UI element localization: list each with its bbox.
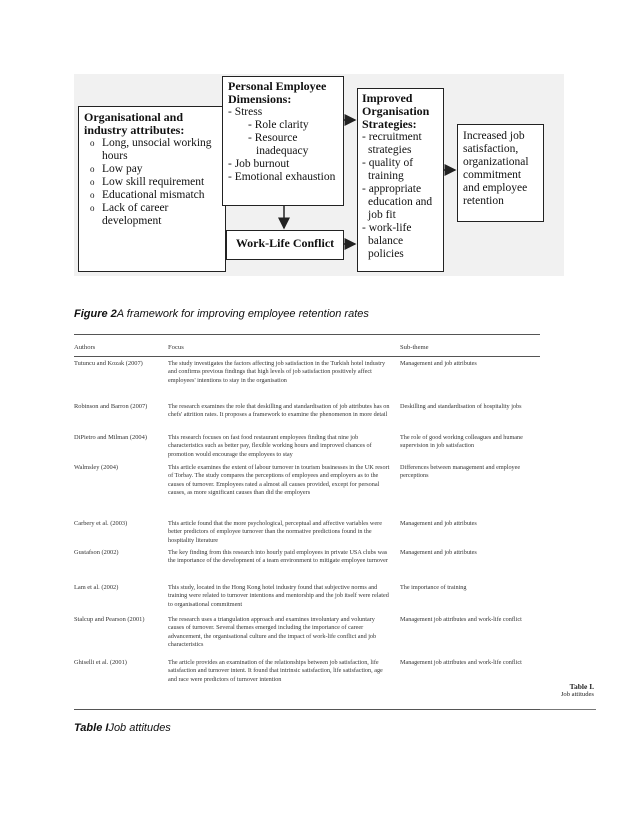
org-item: o Long, unsocial working hours (90, 137, 212, 162)
row-author: Lam et al. (2002) (74, 584, 119, 591)
table-caption-text: Job attitudes (108, 722, 171, 734)
row-author: Carbery et al. (2003) (74, 520, 128, 527)
table-header-rule (74, 356, 540, 357)
row-focus: The key finding from this research into hourly paid employees in private USA clubs was the importance of the development of a team environment to mitigate employee turnover (168, 549, 388, 565)
ios-item: - appropriate education and job fit (362, 183, 433, 221)
row-focus: This article found that the more psychological, perceptual and affective variables were better predictors of employee turnover than the normative predictions found in the hospitality literature (168, 520, 382, 544)
row-author: Tutuncu and Kozak (2007) (74, 360, 143, 367)
row-subtheme: Deskilling and standardisation of hospitality jobs (400, 403, 522, 410)
framework-figure (74, 74, 564, 276)
org-attributes-title: Organisational and industry attributes: (84, 110, 185, 137)
ped-item: - Resource inadequacy (248, 132, 309, 157)
ped-item: - Stress (228, 106, 263, 118)
figure-caption (74, 308, 369, 320)
row-author: Ghiselli et al. (2001) (74, 659, 127, 666)
row-author: Robinson and Barron (2007) (74, 403, 148, 410)
table-side-title: Job attitudes (560, 691, 594, 698)
row-focus: This research focuses on fast food restaurant employees finding that nine job characteristics such as better pay, flexible working hours and improved chances of promotion would encourage the employees to stay (168, 434, 372, 458)
table-side-number: Table I. (569, 682, 594, 691)
header-focus: Focus (168, 344, 184, 351)
row-author: Stalcup and Pearson (2001) (74, 616, 145, 623)
ios-item: - quality of training (362, 157, 414, 182)
table-side-rule (540, 709, 596, 710)
table-caption (74, 722, 171, 734)
row-subtheme: Differences between management and employee perceptions (400, 464, 521, 480)
org-strategies-title: Improved Organisation Strategies: (362, 91, 430, 131)
table-top-rule (74, 334, 540, 335)
row-subtheme: The role of good working colleagues and humane supervision in job satisfaction (400, 434, 523, 450)
org-item: o Low pay (90, 163, 143, 175)
org-strategies-box (357, 88, 444, 272)
ped-item: - Emotional exhaustion (228, 171, 336, 183)
ped-item: - Role clarity (248, 119, 309, 131)
circle-bullet-icon: o (90, 138, 95, 148)
org-item: o Educational mismatch (90, 189, 205, 201)
row-focus: The study investigates the factors affecting job satisfaction in the Turkish hotel industry and confirms previous findings that high levels of job satisfaction positively affect employees' intentions to stay in the organisation (168, 360, 386, 384)
figure-caption-text: A framework for improving employee retention rates (116, 308, 369, 320)
circle-bullet-icon: o (90, 177, 95, 187)
org-item: o Lack of career development (90, 202, 169, 227)
table-side-label (540, 682, 594, 698)
row-subtheme: Management and job attributes (400, 549, 477, 556)
table-caption-label: Table I (74, 722, 109, 734)
outcome-text: Increased job satisfaction, organizational commitment and employee retention (463, 130, 529, 207)
row-author: Gustafson (2002) (74, 549, 119, 556)
row-subtheme: Management job attributes and work-life conflict (400, 616, 522, 623)
outcome-box (457, 124, 544, 222)
row-subtheme: The importance of training (400, 584, 467, 591)
table-bottom-rule (74, 709, 540, 710)
row-focus: The research uses a triangulation approach and examines involuntary and voluntary causes of turnover. Several themes emerged including the importance of career advancement, the organisational culture and the impact of work-life conflict and job characteristics (168, 616, 377, 649)
header-subtheme: Sub-theme (400, 344, 429, 351)
personal-dimensions-box (222, 76, 344, 206)
header-authors: Authors (74, 344, 96, 351)
circle-bullet-icon: o (90, 164, 95, 174)
row-focus: The article provides an examination of the relationships between job satisfaction, life satisfaction and turnover intent. It found that intrinsic satisfaction, life satisfaction, age and race were predictors of turnover intention (168, 659, 383, 683)
row-subtheme: Management and job attributes (400, 520, 477, 527)
row-focus: The research examines the role that deskilling and standardisation of job attributes has on chefs' attrition rates. It proposes a framework to examine the phenomenon in more detail (168, 403, 390, 419)
ios-item: - recruitment strategies (362, 131, 422, 156)
row-focus: This study, located in the Hong Kong hotel industry found that subjective norms and training were related to turnover intentions and mentorship and the job itself were related to organisational commitment (168, 584, 389, 608)
work-life-conflict-box (226, 230, 344, 260)
ios-item: - work-life balance policies (362, 222, 412, 260)
work-life-conflict-title: Work-Life Conflict (235, 236, 335, 250)
circle-bullet-icon: o (90, 190, 95, 200)
personal-dimensions-title: Personal Employee Dimensions: (228, 79, 327, 106)
org-attributes-box (78, 106, 226, 272)
row-subtheme: Management and job attributes (400, 360, 477, 367)
row-author: DiPietro and Milman (2004) (74, 434, 147, 441)
row-focus: This article examines the extent of labour turnover in tourism businesses in the UK resort of Torbay. The study compares the perceptions of employees and employers as to the causes of turnover. Employees rated a almost all causes provided, except for personal causes, as more significant causes than did the employers (168, 464, 390, 497)
circle-bullet-icon: o (90, 203, 95, 213)
row-author: Walmsley (2004) (74, 464, 119, 471)
org-item: o Low skill requirement (90, 176, 205, 188)
ped-item: - Job burnout (228, 158, 290, 170)
figure-caption-label: Figure 2 (74, 308, 117, 320)
row-subtheme: Management job attributes and work-life conflict (400, 659, 522, 666)
